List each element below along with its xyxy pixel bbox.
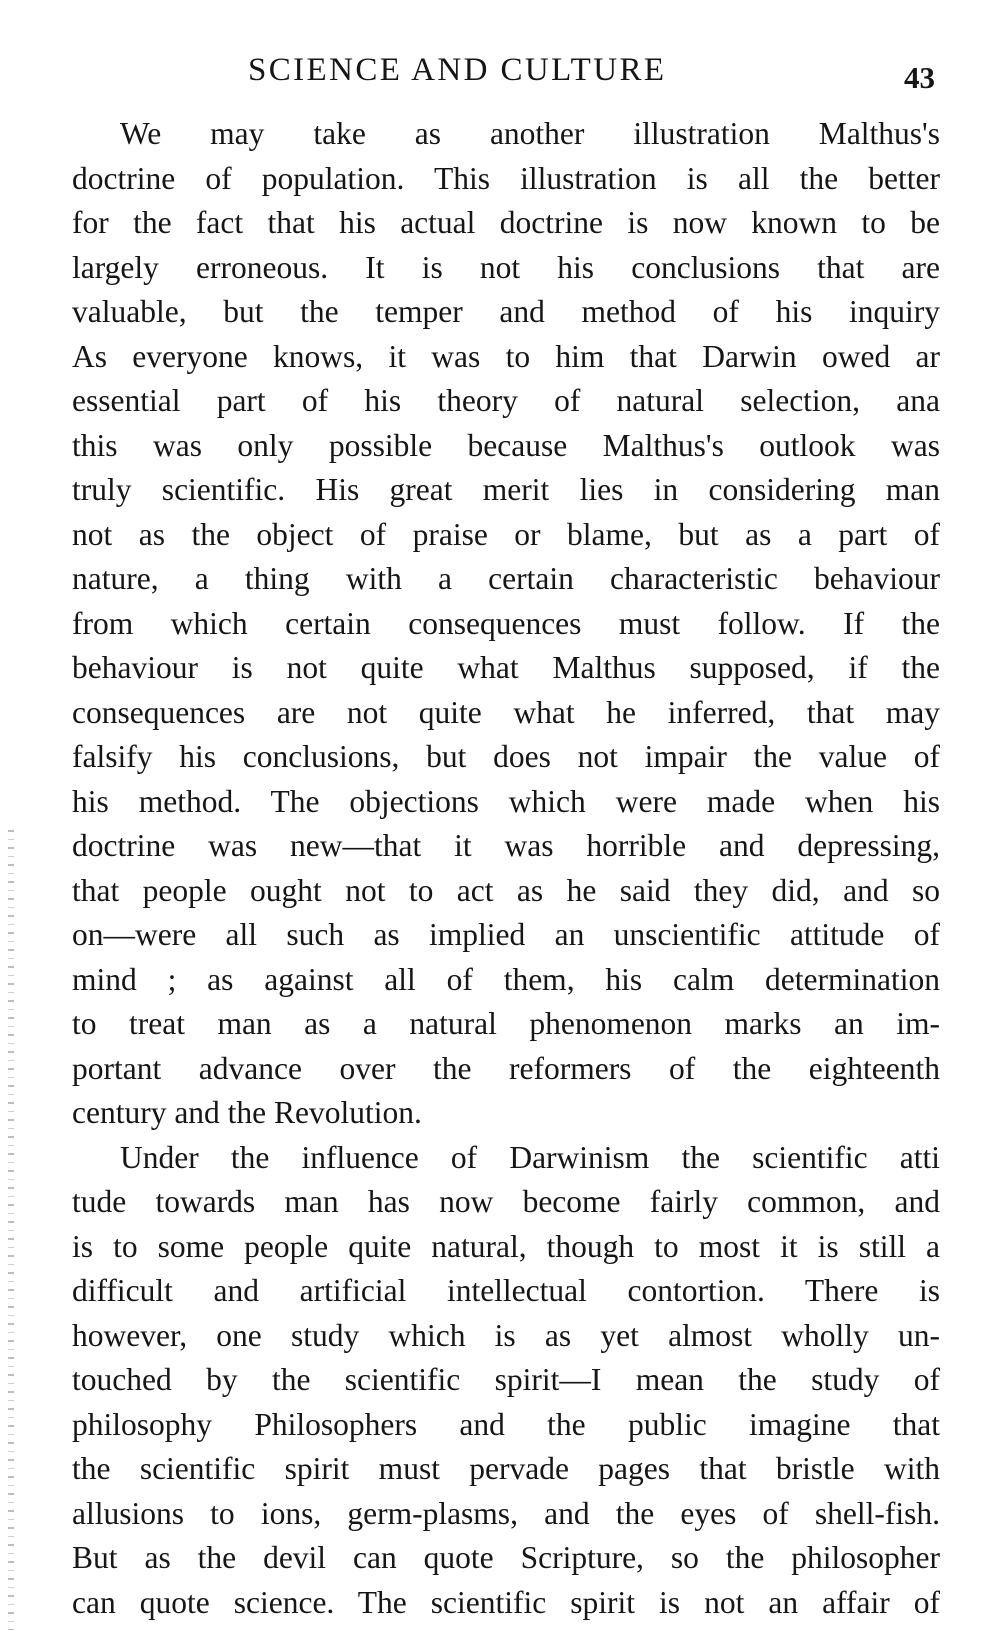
text-line: consequences are not quite what he inferred, that may (72, 694, 940, 730)
text-line: largely erroneous. It is not his conclusions that are (72, 249, 940, 285)
text-line: difficult and artificial intellectual contortion. There is (72, 1273, 940, 1308)
text-line: touched by the scientific spirit—I mean the study of (72, 1362, 940, 1397)
text-line: his method. The objections which were made when his (72, 783, 940, 819)
scan-margin-artifact (8, 830, 14, 1630)
text-line: We may take as another illustration Malthus's (120, 116, 940, 151)
body-text (72, 112, 940, 1625)
text-line: mind ; as against all of them, his calm determination (72, 961, 940, 997)
text-line: that people ought not to act as he said they did, and so (72, 872, 940, 908)
paragraph (72, 1136, 940, 1626)
page-number: 43 (904, 60, 935, 95)
text-line: doctrine of population. This illustration is all the better (72, 160, 940, 196)
text-line: valuable, but the temper and method of his inquiry (72, 294, 940, 329)
text-line: essential part of his theory of natural selection, ana (72, 383, 940, 418)
text-line: nature, a thing with a certain characteristic behaviour (72, 561, 940, 596)
text-line: can quote science. The scientific spirit is not an affair of (72, 1584, 940, 1620)
running-title: SCIENCE AND CULTURE (248, 52, 667, 88)
text-line: to treat man as a natural phenomenon marks an im- (72, 1006, 940, 1041)
text-line: tude towards man has now become fairly common, and (72, 1184, 940, 1219)
text-line: the scientific spirit must pervade pages that bristle with (72, 1451, 940, 1486)
text-line: But as the devil can quote Scripture, so the philosopher (72, 1540, 940, 1575)
paragraph (72, 112, 940, 1136)
text-line: philosophy Philosophers and the public imagine that (72, 1406, 940, 1442)
text-line: this was only possible because Malthus's outlook was (72, 427, 940, 463)
text-line: doctrine was new—that it was horrible and depressing, (72, 828, 940, 863)
text-line: is to some people quite natural, though to most it is still a (72, 1228, 940, 1264)
running-head (72, 46, 936, 102)
text-line: not as the object of praise or blame, but as a part of (72, 516, 940, 552)
text-line: behaviour is not quite what Malthus supposed, if the (72, 650, 940, 685)
text-line: for the fact that his actual doctrine is now known to be (72, 205, 940, 240)
text-line: falsify his conclusions, but does not impair the value of (72, 739, 940, 774)
text-line: truly scientific. His great merit lies in considering man (72, 472, 940, 507)
text-line: however, one study which is as yet almost wholly un- (72, 1317, 940, 1353)
text-line: allusions to ions, germ-plasms, and the eyes of shell-fish. (72, 1495, 940, 1531)
text-line: As everyone knows, it was to him that Darwin owed ar (72, 338, 940, 374)
text-line: Under the influence of Darwinism the scientific atti (120, 1139, 940, 1175)
text-line: from which certain consequences must follow. If the (72, 605, 940, 641)
text-line: portant advance over the reformers of the eighteenth (72, 1050, 940, 1086)
text-line: on—were all such as implied an unscientific attitude of (72, 917, 940, 952)
text-line: century and the Revolution. (72, 1095, 422, 1130)
